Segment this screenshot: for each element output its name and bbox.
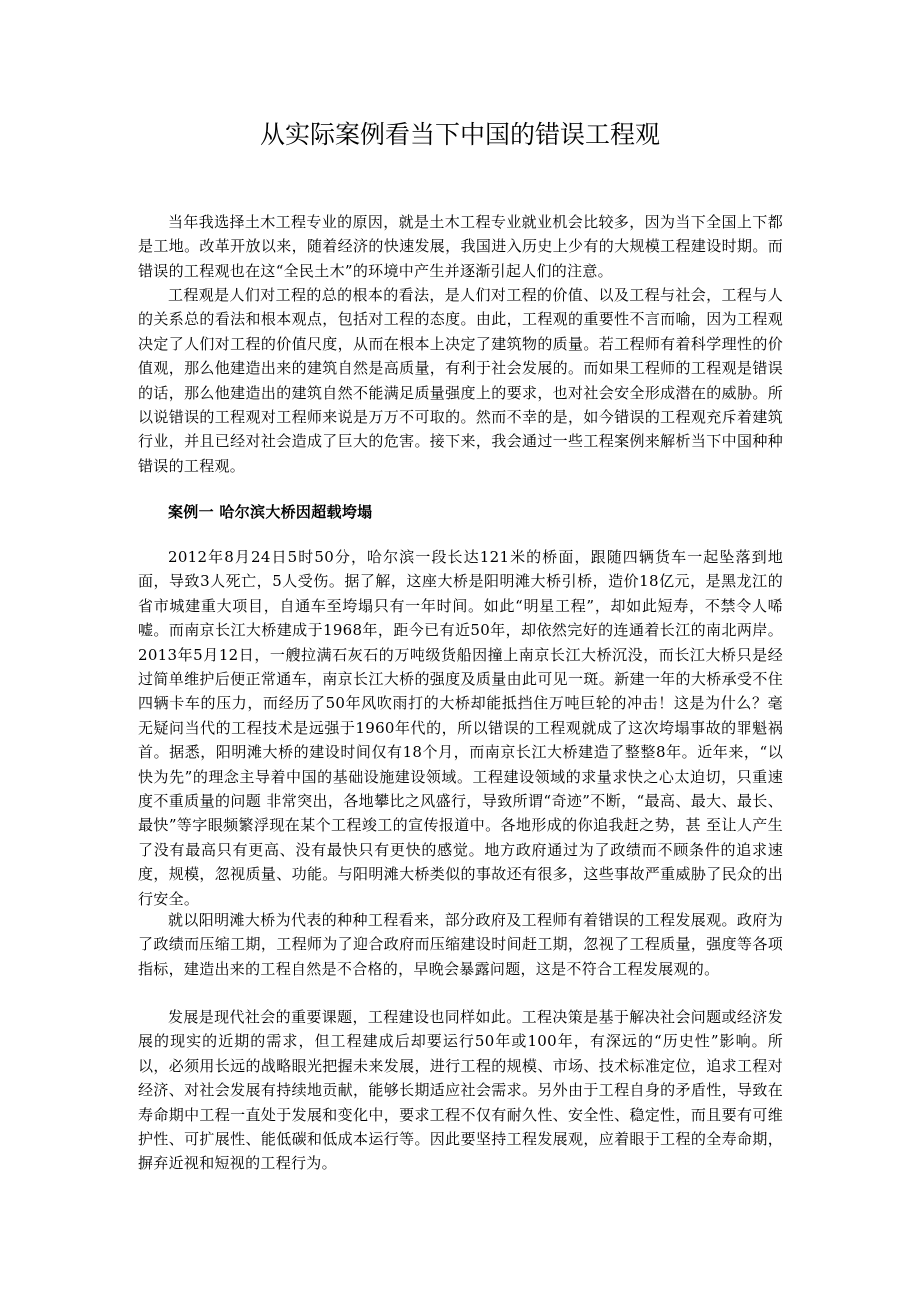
case-1-paragraph-3: 发展是现代社会的重要课题，工程建设也同样如此。工程决策是基于解决社会问题或经济发展的现实的近期的需求，但工程建成后却要运行50年或100年，有深远的“历史性”影响。所以，必须用长远的战略眼光把握未来发展，进行工程的规模、市场、技术标准定位，追求工程对经济、对社会发展有持续地贡献，能够长期适应社会需求。另外由于工程自身的矛盾性，导致在寿命期中工程一直处于发展和变化中，要求工程不仅有耐久性、安全性、稳定性，而且要有可维护性、可扩展性、能低碳和低成本运行等。因此要坚持工程发展观，应着眼于工程的全寿命期，摒弃近视和短视的工程行为。 — [138, 1008, 783, 1173]
case-1-paragraph-2: 就以阳明滩大桥为代表的种种工程看来，部分政府及工程师有着错误的工程发展观。政府为了政绩而压缩工期，工程师为了迎合政府而压缩建设时间赶工期，忽视了工程质量，强度等各项指标，建造出来的工程自然是不合格的，早晚会暴露问题，这是不符合工程发展观的。 — [138, 911, 783, 978]
document-title: 从实际案例看当下中国的错误工程观 — [259, 120, 660, 149]
case-1-heading: 案例一 哈尔滨大桥因超载垮塌 — [168, 503, 373, 521]
intro-paragraph-1: 当年我选择土木工程专业的原因，就是土木工程专业就业机会比较多，因为当下全国上下都是工地。改革开放以来，随着经济的快速发展，我国进入历史上少有的大规模工程建设时期。而错误的工程观也在这“全民土木”的环境中产生并逐渐引起人们的注意。 — [138, 213, 783, 280]
intro-paragraph-2: 工程观是人们对工程的总的根本的看法，是人们对工程的价值、以及工程与社会，工程与人的关系总的看法和根本观点，包括对工程的态度。由此，工程观的重要性不言而喻，因为工程观决定了人们对工程的价值尺度，从而在根本上决定了建筑物的质量。若工程师有着科学理性的价值观，那么他建造出来的建筑自然是高质量，有利于社会发展的。而如果工程师的工程观是错误的话，那么他建造出的建筑自然不能满足质量强度上的要求，也对社会安全形成潜在的威胁。所以说错误的工程观对工程师来说是万万不可取的。然而不幸的是，如今错误的工程观充斥着建筑行业，并且已经对社会造成了巨大的危害。接下来，我会通过一些工程案例来解析当下中国种种错误的工程观。 — [138, 286, 783, 475]
case-1-paragraph-1: 2012年8月24日5时50分，哈尔滨一段长达121米的桥面，跟随四辆货车一起坠落到地面，导致3人死亡，5人受伤。据了解，这座大桥是阳明滩大桥引桥，造价18亿元，是黑龙江的省市城建重大项目，自通车至垮塌只有一年时间。如此“明星工程”，却如此短寿，不禁令人唏嘘。而南京长江大桥建成于1968年，距今已有近50年，却依然完好的连通着长江的南北两岸。2013年5月12日，一艘拉满石灰石的万吨级货船因撞上南京长江大桥沉没，而长江大桥只是经过简单维护后便正常通车，南京长江大桥的强度及质量由此可见一斑。新建一年的大桥承受不住四辆卡车的压力，而经历了50年风吹雨打的大桥却能抵挡住万吨巨轮的冲击！这是为什么？毫无疑问当代的工程技术是远强于1960年代的，所以错误的工程观就成了这次垮塌事故的罪魁祸首。据悉，阳明滩大桥的建设时间仅有18个月，而南京长江大桥建造了整整8年。近年来，“以快为先”的理念主导着中国的基础设施建设领域。工程建设领域的求量求快之心太迫切，只重速度不重质量的问题 非常突出，各地攀比之风盛行，导致所谓“奇迹”不断，“最高、最大、最长、最快”等字眼频繁浮现在某个工程竣工的宣传报道中。各地形成的你追我赶之势，甚 至让人产生了没有最高只有更高、没有最快只有更快的感觉。地方政府通过为了政绩而不顾条件的追求速度，规模，忽视质量、功能。与阳明滩大桥类似的事故还有很多，这些事故严重威胁了民众的出行安全。 — [138, 548, 783, 908]
